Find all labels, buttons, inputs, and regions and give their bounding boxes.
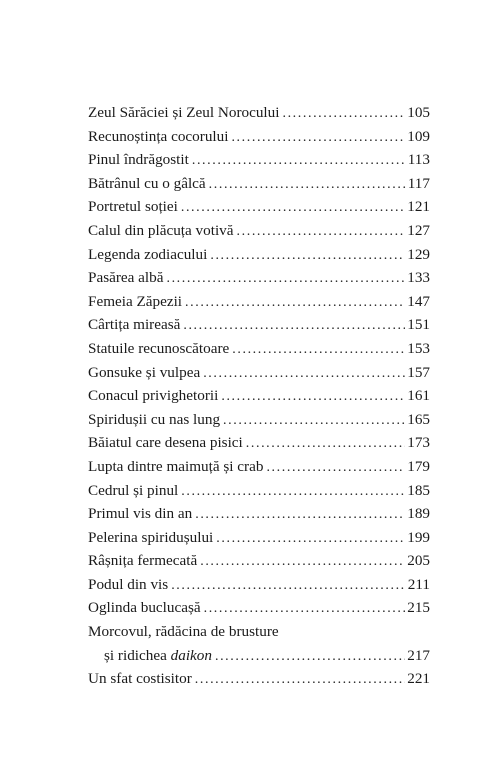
toc-leader-dots (216, 527, 405, 551)
toc-entry-page: 127 (407, 221, 430, 239)
toc-entry-title: Un sfat costisitor (88, 670, 192, 688)
toc-entry (88, 195, 430, 219)
toc-entry-page: 179 (407, 457, 430, 475)
toc-leader-dots (195, 503, 405, 527)
toc-entry (88, 549, 430, 573)
toc-leader-dots (246, 432, 405, 456)
toc-entry-title: Zeul Sărăciei și Zeul Norocului (88, 104, 280, 121)
toc-leader-dots (181, 480, 405, 504)
toc-entry (88, 337, 430, 361)
toc-leader-dots (192, 149, 406, 173)
toc-entry-page: 185 (407, 481, 430, 499)
toc-leader-dots (204, 597, 406, 621)
toc-entry (88, 266, 430, 290)
toc-entry (88, 526, 430, 550)
toc-entry (88, 219, 430, 243)
toc-entry (88, 172, 430, 196)
toc-entry (88, 502, 430, 526)
toc-entry-title: Pelerina spiridușului (88, 528, 214, 546)
toc-entry-page: 165 (407, 410, 430, 428)
toc-entry (88, 148, 430, 172)
toc-entry-title-line1: Morcovul, rădăcina de brusture (88, 623, 279, 641)
toc-leader-dots (200, 550, 405, 574)
toc-entry-title: Primul vis din an (88, 505, 193, 523)
toc-entry-title: Podul din vis (88, 575, 169, 593)
toc-entry (88, 313, 430, 337)
toc-entry-title: Femeia Zăpezii (88, 292, 183, 310)
toc-entry (88, 408, 430, 432)
toc-entry (88, 290, 430, 314)
toc-entry (88, 125, 430, 149)
toc-entry-title-text: și ridichea (104, 646, 171, 664)
toc-leader-dots (183, 314, 405, 338)
toc-entry (88, 101, 430, 125)
toc-leader-dots (195, 668, 405, 692)
toc-entry-title: Cedrul și pinul (88, 481, 179, 499)
toc-entry-page: 109 (407, 127, 430, 145)
toc-entry (88, 243, 430, 267)
toc-entry-title: Statuile recunoscătoare (88, 339, 230, 357)
toc-entry-page: 199 (407, 528, 430, 546)
toc-entry-page: 105 (407, 104, 430, 121)
toc-entry-title: Legenda zodiacului (88, 245, 208, 263)
toc-entry-title: Conacul privighetorii (88, 387, 219, 405)
toc-entry (88, 620, 430, 667)
toc-entry-page: 221 (407, 670, 430, 688)
toc-entry-page: 113 (407, 151, 430, 169)
toc-leader-dots (221, 385, 405, 409)
toc-entry-title: Portretul soției (88, 198, 178, 216)
toc-entry-title: Oglinda buclucașă (88, 599, 201, 617)
toc-entry-title-italic: daikon (170, 646, 212, 664)
toc-entry (88, 455, 430, 479)
toc-leader-dots (210, 244, 405, 268)
toc-entry-title: Pasărea albă (88, 269, 164, 287)
toc-entry-page: 147 (407, 292, 430, 310)
toc-leader-dots (215, 645, 405, 669)
toc-entry-page: 133 (407, 269, 430, 287)
toc-entry-title: Râșnița fermecată (88, 552, 198, 570)
toc-entry-title: Cârtița mireasă (88, 316, 181, 334)
toc-leader-dots (171, 574, 406, 598)
toc-entry-page: 217 (407, 646, 430, 664)
toc-leader-dots (232, 338, 405, 362)
toc-leader-dots (266, 456, 405, 480)
toc-entry-title: Pinul îndrăgostit (88, 151, 189, 169)
toc-leader-dots (237, 220, 406, 244)
toc-entry-page: 121 (407, 198, 430, 216)
toc-entry-page: 153 (407, 339, 430, 357)
toc-entry-title: Bătrânul cu o gâlcă (88, 174, 206, 192)
toc-entry-title: Băiatul care desena pisici (88, 434, 243, 452)
toc-entry-page: 151 (407, 316, 430, 334)
toc-entry (88, 596, 430, 620)
toc-entry (88, 667, 430, 691)
toc-entry-title: Lupta dintre maimuță și crab (88, 457, 264, 475)
toc-leader-dots (185, 291, 405, 315)
toc-entry (88, 384, 430, 408)
table-of-contents (88, 101, 430, 691)
toc-entry-page: 129 (407, 245, 430, 263)
toc-leader-dots (181, 196, 405, 220)
toc-entry (88, 431, 430, 455)
toc-leader-dots (166, 267, 405, 291)
toc-entry-page: 157 (407, 363, 430, 381)
toc-leader-dots (231, 126, 405, 150)
toc-entry (88, 479, 430, 503)
toc-entry-title: Spiridușii cu nas lung (88, 410, 221, 428)
toc-entry (88, 573, 430, 597)
toc-entry-page: 161 (407, 387, 430, 405)
toc-entry-page: 189 (407, 505, 430, 523)
toc-entry-page: 211 (407, 575, 430, 593)
toc-entry-title: Recunoștința cocorului (88, 127, 229, 145)
toc-entry-title: Calul din plăcuța votivă (88, 221, 234, 239)
toc-entry-title-line2 (88, 644, 215, 668)
toc-leader-dots (282, 102, 405, 126)
toc-entry (88, 361, 430, 385)
toc-leader-dots (203, 362, 405, 386)
toc-entry-page: 173 (407, 434, 430, 452)
toc-entry-page: 117 (407, 174, 430, 192)
toc-leader-dots (223, 409, 405, 433)
toc-entry-title: Gonsuke și vulpea (88, 363, 201, 381)
toc-entry-page: 205 (407, 552, 430, 570)
toc-leader-dots (209, 173, 406, 197)
toc-entry-page: 215 (407, 599, 430, 617)
toc-entries (88, 101, 430, 620)
